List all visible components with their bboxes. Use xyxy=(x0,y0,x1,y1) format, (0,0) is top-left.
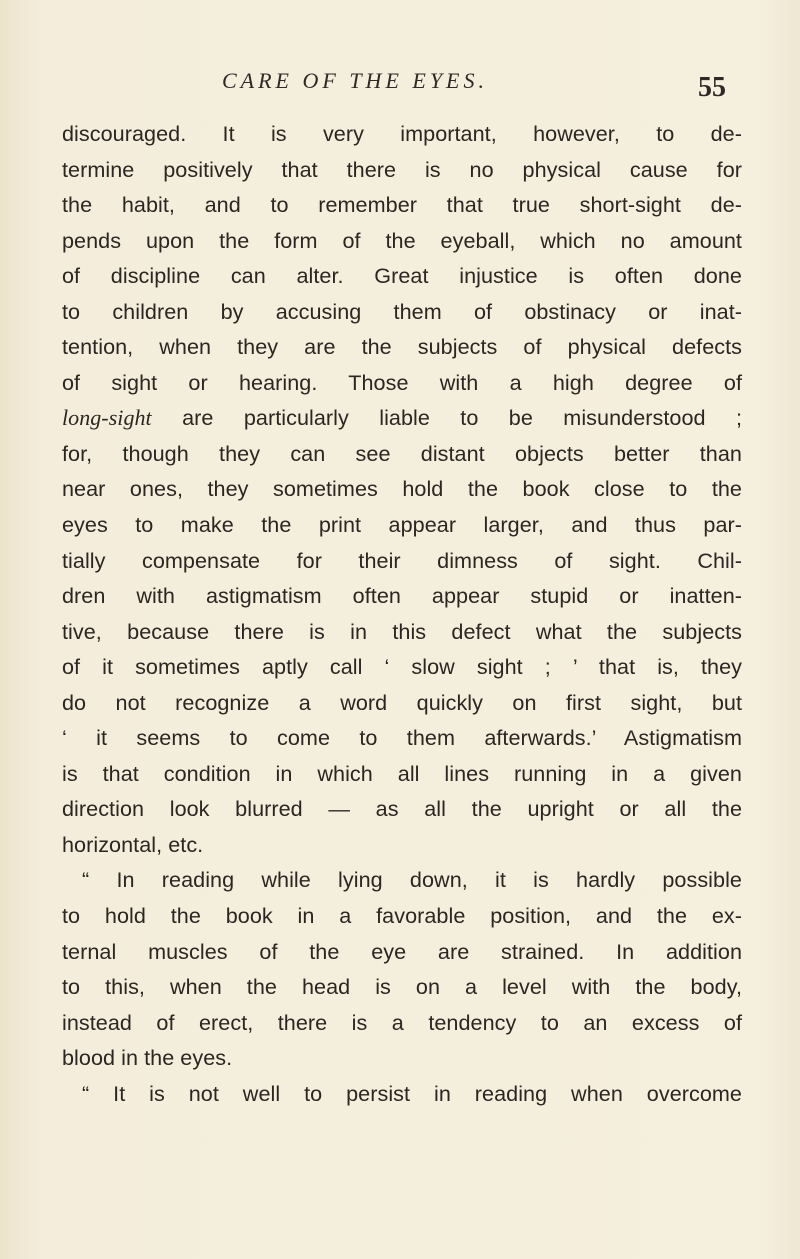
text-line: of sight or hearing. Those with a high degree of xyxy=(62,369,742,395)
text-line: instead of erect, there is a tendency to an excess of xyxy=(62,1009,742,1035)
text-line: near ones, they sometimes hold the book close to the xyxy=(62,476,742,502)
text-line: tive, because there is in this defect what the subjects xyxy=(62,618,742,644)
running-head-title: CARE OF THE EYES. xyxy=(222,68,488,93)
text-line: termine positively that there is no physical cause for xyxy=(62,156,742,182)
italic-term: long-sight xyxy=(62,405,152,431)
running-head xyxy=(0,68,800,108)
text-line: tially compensate for their dimness of sight. Chil- xyxy=(62,547,742,573)
text-line: for, though they can see distant objects better than xyxy=(62,440,742,466)
text-line: “ It is not well to persist in reading when overcome xyxy=(82,1080,742,1106)
text-line: pends upon the form of the eyeball, which no amount xyxy=(62,227,742,253)
text-line-rest: are particularly liable to be misunderstood ; xyxy=(151,405,742,431)
text-line: to children by accusing them of obstinacy or inat- xyxy=(62,298,742,324)
text-line: to this, when the head is on a level with the body, xyxy=(62,974,742,1000)
text-line: is that condition in which all lines running in a given xyxy=(62,760,742,786)
text-line: discouraged. It is very important, however, to de- xyxy=(62,121,742,146)
text-line: the habit, and to remember that true short-sight de- xyxy=(62,192,742,218)
text-line: ternal muscles of the eye are strained. In addition xyxy=(62,938,742,964)
text-line: dren with astigmatism often appear stupid or inatten- xyxy=(62,583,742,609)
text-line xyxy=(62,400,742,436)
body-text xyxy=(62,116,742,1111)
text-line: horizontal, etc. xyxy=(62,831,204,857)
text-line: do not recognize a word quickly on first sight, but xyxy=(62,689,742,715)
text-line: blood in the eyes. xyxy=(62,1045,233,1071)
page-number: 55 xyxy=(698,72,726,103)
text-line: of discipline can alter. Great injustice is often done xyxy=(62,263,742,289)
text-line: to hold the book in a favorable position, and the ex- xyxy=(62,903,742,929)
text-line: “ In reading while lying down, it is hardly possible xyxy=(82,867,742,893)
text-line: tention, when they are the subjects of physical defects xyxy=(62,334,742,360)
text-line: ‘ it seems to come to them afterwards.’ Astigmatism xyxy=(62,725,742,751)
text-line: direction look blurred — as all the upright or all the xyxy=(62,796,742,822)
text-line: of it sometimes aptly call ‘ slow sight ; ’ that is, they xyxy=(62,654,742,680)
text-line: eyes to make the print appear larger, and thus par- xyxy=(62,512,742,538)
